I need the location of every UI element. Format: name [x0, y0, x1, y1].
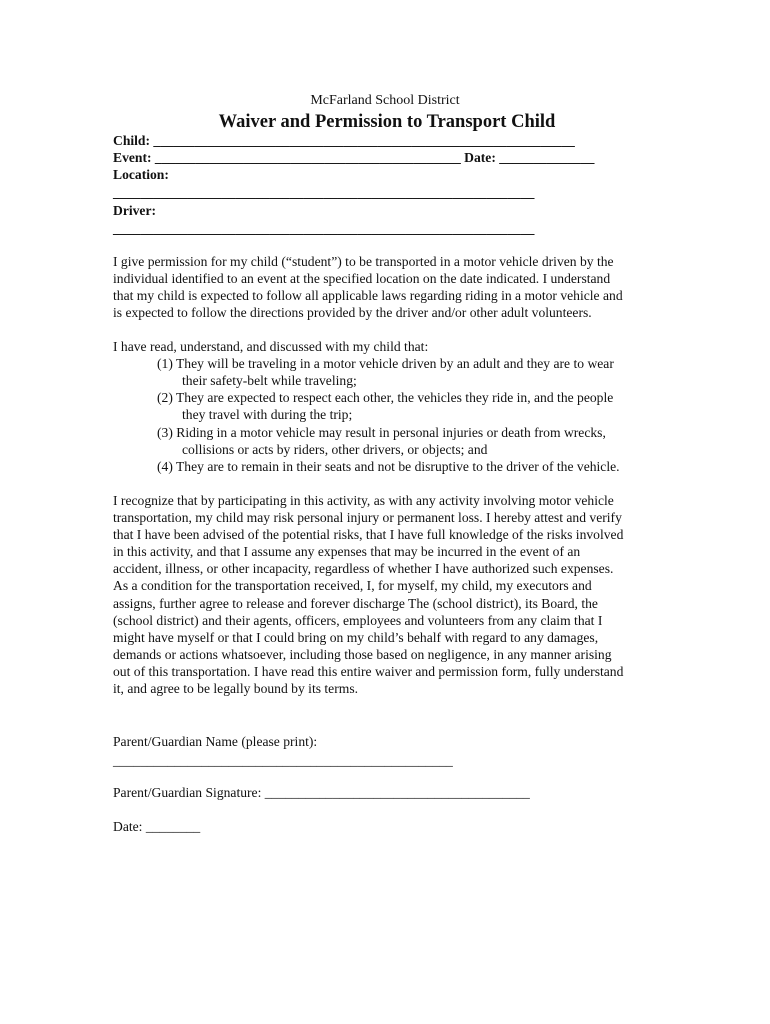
list-item-continuation: their safety-belt while traveling;	[182, 373, 357, 388]
driver-field[interactable]: ______________________________________________________________	[113, 221, 535, 236]
paragraph2-line: accident, illness, or other incapacity, regardless of whether I have authorized such expenses.	[113, 561, 614, 576]
list-item-continuation: they travel with during the trip;	[182, 407, 353, 422]
school-district-name: McFarland School District	[310, 93, 460, 108]
paragraph1-line: individual identified to an event at the specified location on the date indicated. I understand	[113, 271, 611, 286]
location-label: Location:	[113, 167, 169, 182]
location-field[interactable]: ______________________________________________________________	[113, 185, 535, 200]
paragraph2-line: that I have been advised of the potential risks, that I have full knowledge of the risks involved	[113, 527, 624, 542]
guardian-name-label: Parent/Guardian Name (please print):	[113, 734, 318, 749]
child-field[interactable]: Child: ______________________________________________________________	[113, 133, 575, 148]
list-item-continuation: collisions or acts by riders, other drivers, or objects; and	[182, 442, 488, 457]
paragraph2-line: in this activity, and that I assume any expenses that may be incurred in the event of an	[113, 544, 581, 559]
driver-label: Driver:	[113, 203, 157, 218]
list-intro: I have read, understand, and discussed with my child that:	[113, 339, 429, 354]
date-field[interactable]: Date: ________	[113, 819, 201, 834]
paragraph2-line: might have myself or that I could bring on my child’s behalf with regard to any damages,	[113, 630, 599, 645]
paragraph1-line: I give permission for my child (“student”) to be transported in a motor vehicle driven by the	[113, 254, 614, 269]
paragraph2-line: it, and agree to be legally bound by its terms.	[113, 681, 359, 696]
form-title: Waiver and Permission to Transport Child	[218, 112, 556, 132]
guardian-name-field[interactable]: __________________________________________________	[113, 753, 453, 768]
paragraph1-line: is expected to follow the directions provided by the driver and/or other adult volunteers.	[113, 305, 592, 320]
paragraph2-line: assigns, further agree to release and forever discharge The (school district), its Board, the	[113, 596, 598, 611]
list-item: (4) They are to remain in their seats and not be disruptive to the driver of the vehicle.	[157, 459, 620, 474]
event-date-field[interactable]: Event: _____________________________________________ Date: ______________	[113, 150, 595, 165]
paragraph2-line: As a condition for the transportation received, I, for myself, my child, my executors and	[113, 578, 592, 593]
paragraph2-line: demands or actions whatsoever, including those based on negligence, in any manner arising	[113, 647, 612, 662]
paragraph2-line: I recognize that by participating in this activity, as with any activity involving motor vehicle	[113, 493, 614, 508]
paragraph2-line: (school district) and their agents, officers, employees and volunteers from any claim that I	[113, 613, 603, 628]
paragraph2-line: transportation, my child may risk personal injury or permanent loss. I hereby attest and verify	[113, 510, 622, 525]
guardian-signature-field[interactable]: Parent/Guardian Signature: _______________________________________	[113, 785, 530, 800]
list-item: (3) Riding in a motor vehicle may result in personal injuries or death from wrecks,	[157, 425, 606, 440]
paragraph2-line: out of this transportation. I have read this entire waiver and permission form, fully understand	[113, 664, 624, 679]
list-item: (2) They are expected to respect each other, the vehicles they ride in, and the people	[157, 390, 614, 405]
list-item: (1) They will be traveling in a motor vehicle driven by an adult and they are to wear	[157, 356, 614, 371]
paragraph1-line: that my child is expected to follow all applicable laws regarding riding in a motor vehicle and	[113, 288, 623, 303]
